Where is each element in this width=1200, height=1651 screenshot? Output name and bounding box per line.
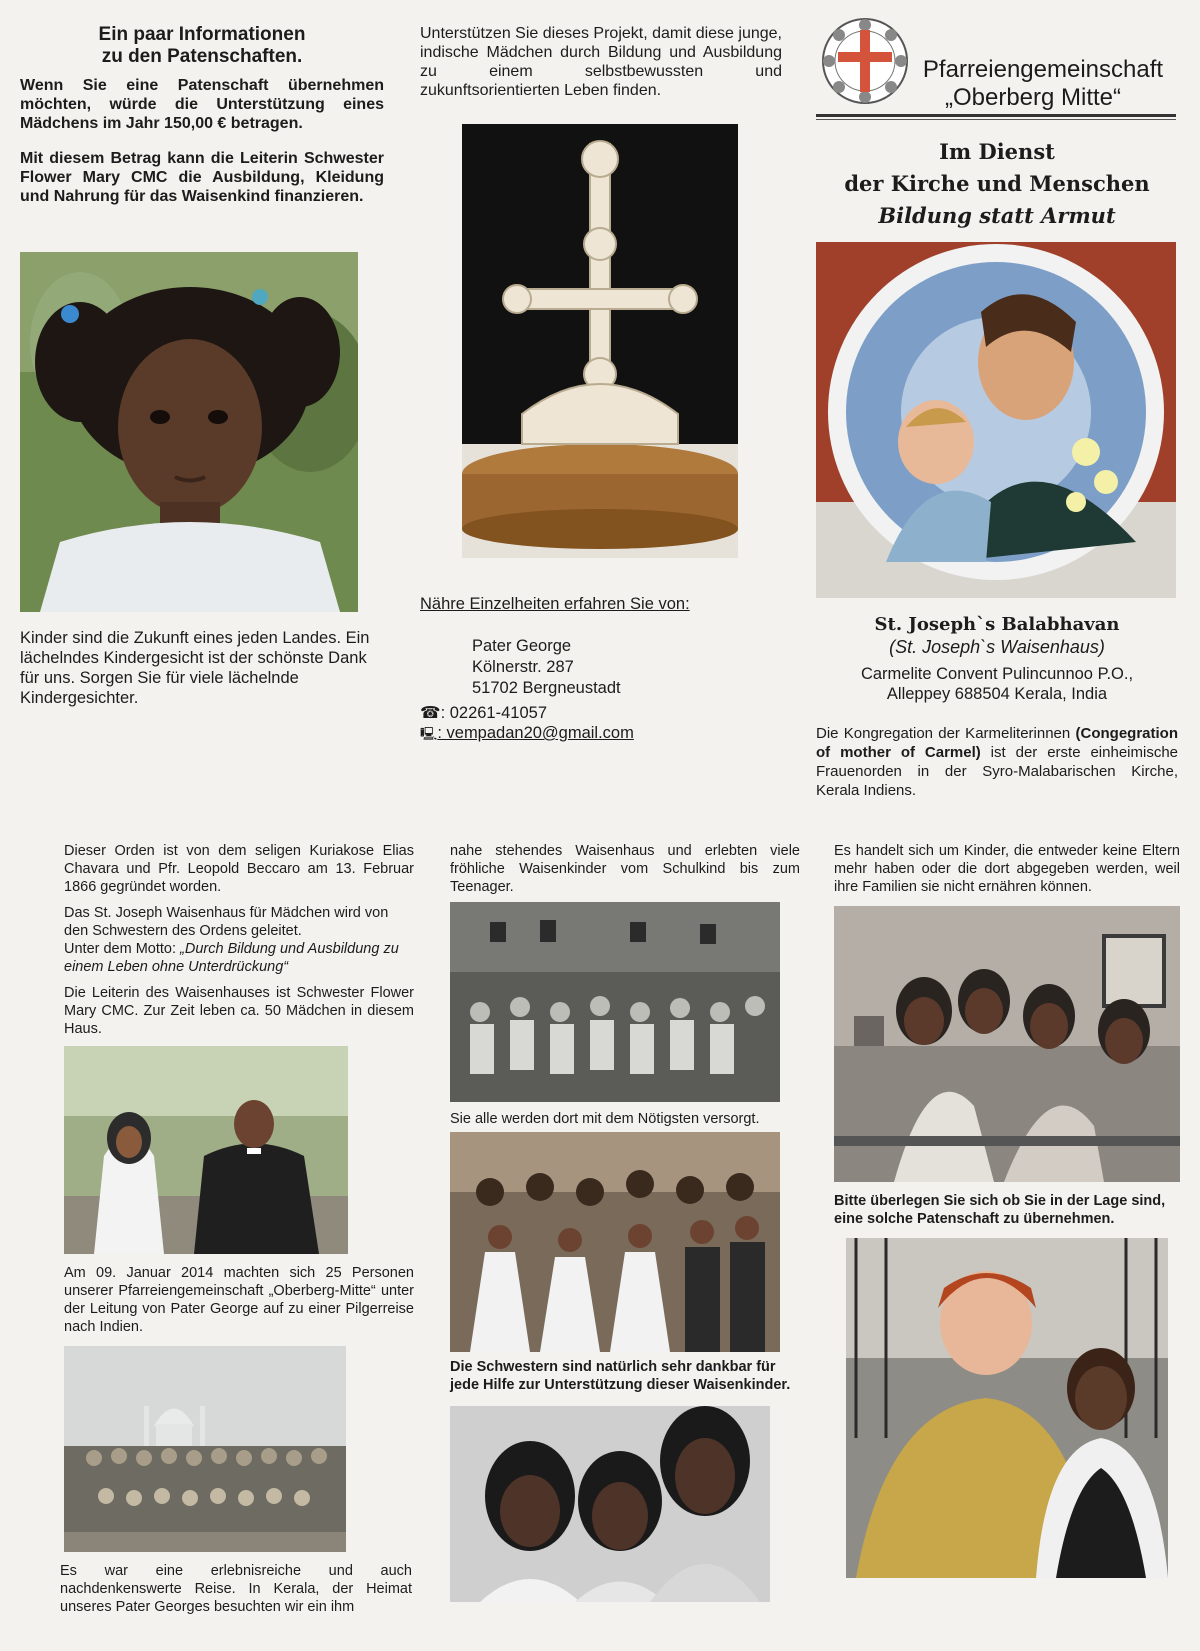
provided-caption: Sie alle werden dort mit dem Nötigsten versorgt. (450, 1111, 760, 1127)
parish-name-line1: Pfarreiengemeinschaft (922, 56, 1164, 83)
consider-sponsorship-caption: Bitte überlegen Sie sich ob Sie in der Lage sind, eine solche Patenschaft zu übernehmen. (834, 1193, 1166, 1227)
title-line2: der Kirche und Menschen (844, 171, 1150, 196)
children-situation-text: Es handelt sich um Kinder, die entweder keine Eltern mehr haben oder die dort abgegeben werden, weil ihre Familien sie nicht ernähren können. (834, 843, 1180, 895)
contact-phone: : 02261-41057 (440, 704, 547, 722)
orphanage-management-text (64, 904, 414, 976)
header-divider (816, 114, 1176, 117)
header-divider-thin (816, 119, 1176, 120)
motto-text: „Durch Bildung und Ausbildung zu einem Leben ohne Unterdrückung“ (64, 941, 399, 975)
parish-name (908, 56, 1178, 112)
girl-portrait-photo (20, 252, 358, 612)
orphanage-management-line: Das St. Joseph Waisenhaus für Mädchen wird von den Schwestern des Ordens geleitet. (64, 905, 389, 939)
girls-on-bed-photo (834, 906, 1180, 1182)
sponsorship-amount-text: Wenn Sie eine Patenschaft übernehmen möchten, würde die Unterstützung eines Mädchens im Jahr 150,00 € betragen. (20, 77, 384, 132)
computer-icon: 🖳 (420, 726, 438, 741)
congregation-text (816, 724, 1178, 800)
wooden-cross-photo (462, 124, 738, 558)
congregation-name: (Congegration of mother of Carmel) (816, 725, 1178, 761)
journey-caption: Es war eine erlebnisreiche und auch nachdenkenswerte Reise. In Kerala, der Heimat unseres Pater Georges besuchten wir ein ihm (60, 1563, 412, 1615)
children-future-caption: Kinder sind die Zukunft eines jeden Landes. Ein lächelndes Kindergesicht ist der schönste Dank für uns. Sorgen Sie für viele lächelnde Kindergesichter. (20, 629, 370, 707)
saint-joseph-painting (816, 242, 1176, 598)
contact-city: 51702 Bergneustadt (472, 679, 621, 697)
orphanage-visit-text: nahe stehendes Waisenhaus und erlebten viele fröhliche Waisenkinder vom Schulkind bis zum Teenager. (450, 843, 800, 895)
support-project-text: Unterstützen Sie dieses Projekt, damit diese junge, indische Mädchen durch Bildung und Ausbildung zu einem selbstbewussten und zukunftsorientierten Leben finden. (420, 25, 782, 99)
smiling-girls-photo (450, 1406, 770, 1602)
sponsorship-purpose-text: Mit diesem Betrag kann die Leiterin Schwester Flower Mary CMC die Ausbildung, Kleidung und Nahrung für das Waisenkind finanzieren. (20, 150, 384, 205)
contact-street: Kölnerstr. 287 (472, 658, 574, 676)
orphanage-director-text: Die Leiterin des Waisenhauses ist Schwester Flower Mary CMC. Zur Zeit leben ca. 50 Mädchen in diesem Haus. (64, 985, 414, 1037)
title-line1: Im Dienst (939, 139, 1055, 164)
orphanage-name-block (816, 614, 1178, 704)
contact-phone-row (420, 703, 547, 723)
panel-sponsorship-info (20, 24, 384, 206)
parish-name-line2: „Oberberg Mitte“ (944, 84, 1122, 111)
address-line1: Carmelite Convent Pulincunnoo P.O., (860, 665, 1134, 683)
subtitle: Bildung statt Armut (878, 203, 1116, 228)
girls-in-white-dresses-photo (450, 1132, 780, 1352)
visitor-with-girl-photo (846, 1238, 1168, 1578)
congregation-text-pre: Die Kongregation der Karmeliterinnen (816, 725, 1076, 742)
group-at-taj-mahal-photo (64, 1346, 346, 1552)
heading-sponsorship-line2: zu den Patenschaften. (101, 46, 303, 67)
orphanage-name: St. Joseph`s Balabhavan (874, 614, 1120, 635)
congregation-text-post: ist der erste einheimische Frauenorden in der Syro-Malabarischen Kirche, Kerala Indiens. (816, 744, 1178, 799)
details-heading: Nähre Einzelheiten erfahren Sie von: (420, 595, 690, 613)
order-founding-text: Dieser Orden ist von dem seligen Kuriakose Elias Chavara und Pfr. Leopold Beccaro am 13. Februar 1866 gegründet worden. (64, 843, 414, 895)
orphanage-hall-photo (450, 902, 780, 1102)
contact-email-link[interactable]: : vempadan20@gmail.com (437, 724, 634, 742)
contact-email-row (420, 724, 634, 747)
address-line2: Alleppey 688504 Kerala, India (886, 685, 1108, 703)
pilgrimage-caption: Am 09. Januar 2014 machten sich 25 Personen unserer Pfarreiengemeinschaft „Oberberg-Mitte“ unter der Leitung von Pater George auf zu einer Pilgerreise nach Indien. (64, 1265, 414, 1335)
motto-label: Unter dem Motto: (64, 941, 181, 957)
orphanage-name-german: (St. Joseph`s Waisenhaus) (889, 637, 1105, 657)
contact-name: Pater George (472, 637, 572, 655)
phone-icon: ☎ (420, 704, 441, 722)
nun-and-priest-photo (64, 1046, 348, 1254)
contact-address (472, 636, 621, 699)
heading-sponsorship-line1: Ein paar Informationen (98, 24, 306, 45)
leaflet-title (816, 136, 1178, 232)
gratitude-caption: Die Schwestern sind natürlich sehr dankbar für jede Hilfe zur Unterstützung dieser Waisenkinder. (450, 1359, 791, 1393)
